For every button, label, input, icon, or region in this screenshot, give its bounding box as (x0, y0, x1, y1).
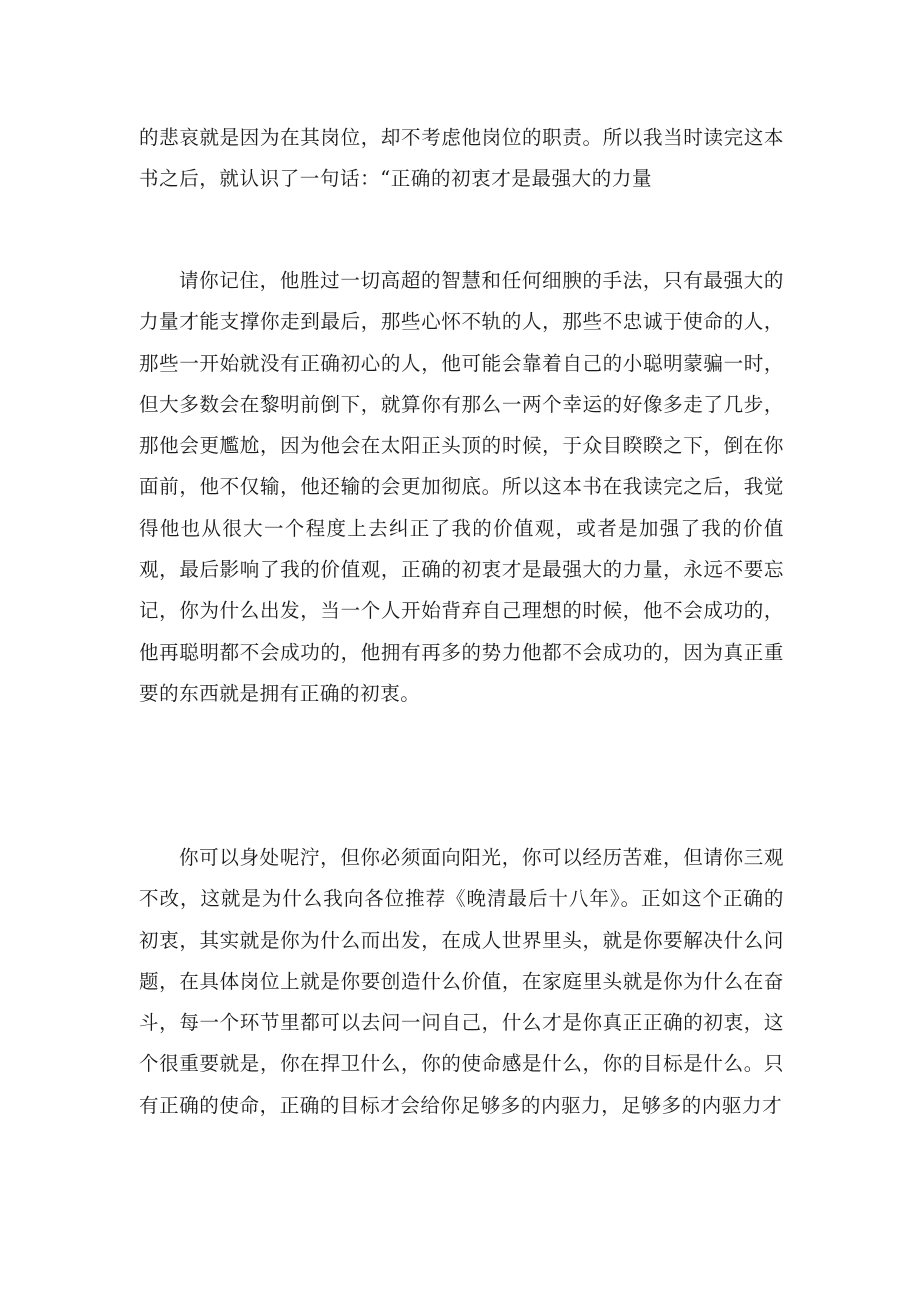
paragraph-continuation: 的悲哀就是因为在其岗位，却不考虑他岗位的职责。所以我当时读完这本书之后，就认识了一句话：“正确的初衷才是最强大的力量 (139, 126, 784, 191)
paragraph-book-recommendation: 你可以身处呢泞，但你必须面向阳光，你可以经历苦难，但请你三观不改，这就是为什么我向各位推荐《晚清最后十八年》。正如这个正确的初衷，其实就是你为什么而出发，在成人世界里头，就是你要解决什么问题，在具体岗位上就是你要创造什么价值，在家庭里头就是你为什么在奋斗，每一个环节里都可以去问一问自己，什么才是你真正正确的初衷，这个很重要就是，你在捍卫什么，你的使命感是什么，你的目标是什么。只有正确的使命，正确的目标才会给你足够多的内驱力，足够多的内驱力才 (139, 846, 784, 1117)
paragraph-remember-principle: 请你记住，他胜过一切高超的智慧和任何细腴的手法，只有最强大的力量才能支撑你走到最后，那些心怀不轨的人，那些不忠诚于使命的人，那些一开始就没有正确初心的人，他可能会靠着自己的小聪明蒙骗一时，但大多数会在黎明前倒下，就算你有那么一两个幸运的好像多走了几步，那他会更尷尬，因为他会在太阳正头顶的时候，于众目睽睽之下，倒在你面前，他不仅输，他还输的会更加彻底。所以这本书在我读完之后，我觉得他也从很大一个程度上去纠正了我的价值观，或者是加强了我的价值观，最后影响了我的价值观，正确的初衷才是最强大的力量，永远不要忘记，你为什么出发，当一个人开始背弃自己理想的时候，他不会成功的，他再聪明都不会成功的，他拥有再多的势力他都不会成功的，因为真正重要的东西就是拥有正确的初衷。 (139, 269, 784, 705)
